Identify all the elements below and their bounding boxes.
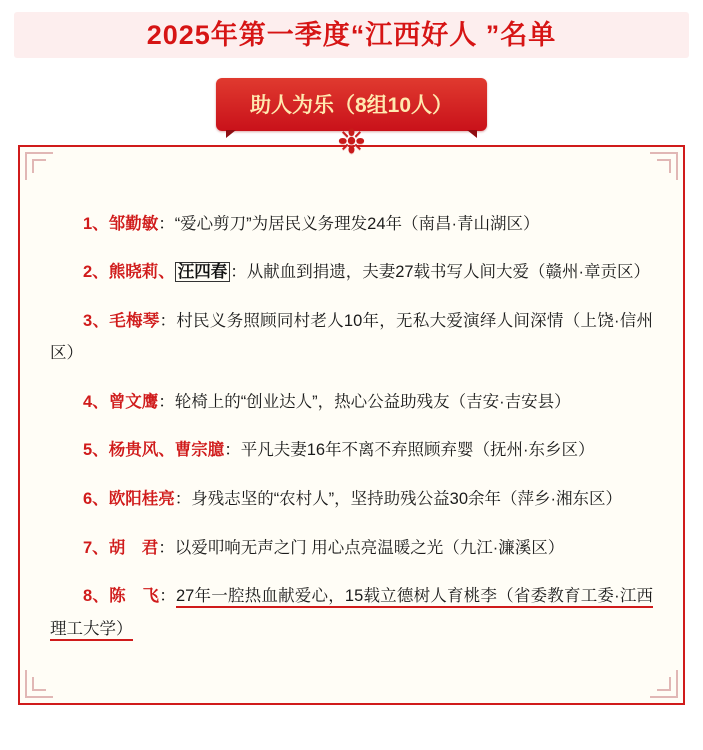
honoree-entries <box>50 208 653 645</box>
name-separator: 、 <box>158 263 175 282</box>
honoree-entry <box>50 434 653 466</box>
honoree-entry <box>50 208 653 240</box>
honoree-list-box <box>18 123 685 705</box>
honoree-entry <box>50 483 653 515</box>
name-separator: 、 <box>158 441 175 460</box>
name-desc-separator: ： <box>174 490 192 509</box>
honoree-entry <box>50 305 653 369</box>
corner-ornament-top-right <box>650 152 678 180</box>
name-desc-separator: ： <box>158 538 175 557</box>
entry-number: 2、 <box>83 263 109 282</box>
entry-number: 7、 <box>83 538 109 557</box>
entry-number: 6、 <box>83 490 109 509</box>
honoree-entry <box>50 256 653 288</box>
corner-ornament-bottom-left <box>25 670 53 698</box>
corner-ornament-top-left <box>25 152 53 180</box>
chinese-knot-icon: ❉ <box>337 123 366 161</box>
entry-description: 27年一腔热血献爱心，15载立德树人育桃李（省委教育工委·江西理工大学） <box>50 587 653 640</box>
honoree-name: 熊晓莉 <box>108 263 159 282</box>
honoree-name: 曾文鹰 <box>108 392 159 411</box>
name-desc-separator: ： <box>159 311 177 330</box>
honoree-name: 邹勤敏 <box>108 214 159 233</box>
entry-description: “爱心剪刀”为居民义务理发24年（南昌·青山湖区） <box>174 214 540 233</box>
honoree-entry <box>50 532 653 564</box>
name-desc-separator: ： <box>159 587 176 606</box>
honoree-entry <box>50 386 653 418</box>
entry-description: 从献血到捐遗，夫妻27载书写人间大爱（赣州·章贡区） <box>246 263 651 282</box>
category-badge: 助人为乐（8组10人） <box>216 78 487 131</box>
entry-number: 8、 <box>83 587 110 606</box>
name-desc-separator: ： <box>230 263 247 282</box>
entry-number: 4、 <box>83 392 109 411</box>
honoree-name: 陈 飞 <box>109 587 160 606</box>
title-banner <box>14 12 689 58</box>
entry-number: 5、 <box>83 441 109 460</box>
page-title: 2025年第一季度“江西好人 ”名单 <box>146 19 557 50</box>
honoree-name: 胡 君 <box>108 538 159 557</box>
entry-description: 平凡夫妻16年不离不弃照顾弃婴（抚州·东乡区） <box>240 441 595 460</box>
entry-description: 身残志坚的“农村人”，坚持助残公益30余年（萍乡·湘东区） <box>191 490 623 509</box>
honoree-name: 毛梅琴 <box>109 311 160 330</box>
name-desc-separator: ： <box>158 392 175 411</box>
entry-number: 3、 <box>83 311 110 330</box>
honoree-name: 曹宗臆 <box>174 441 225 460</box>
entry-description: 轮椅上的“创业达人”，热心公益助残友（吉安·吉安县） <box>174 392 571 411</box>
name-desc-separator: ： <box>224 441 241 460</box>
honoree-entry <box>50 580 653 644</box>
honoree-name: 欧阳桂亮 <box>108 490 175 509</box>
entry-description: 以爱叩响无声之门 用心点亮温暖之光（九江·濂溪区） <box>174 538 565 557</box>
honoree-name: 杨贵风 <box>108 441 159 460</box>
entry-description: 村民义务照顾同村老人10年，无私大爱演绎人间深情（上饶·信州区） <box>50 311 654 363</box>
name-desc-separator: ： <box>158 214 175 233</box>
entry-number: 1、 <box>83 214 109 233</box>
corner-ornament-bottom-right <box>650 670 678 698</box>
honoree-name: 汪四春 <box>175 262 231 282</box>
